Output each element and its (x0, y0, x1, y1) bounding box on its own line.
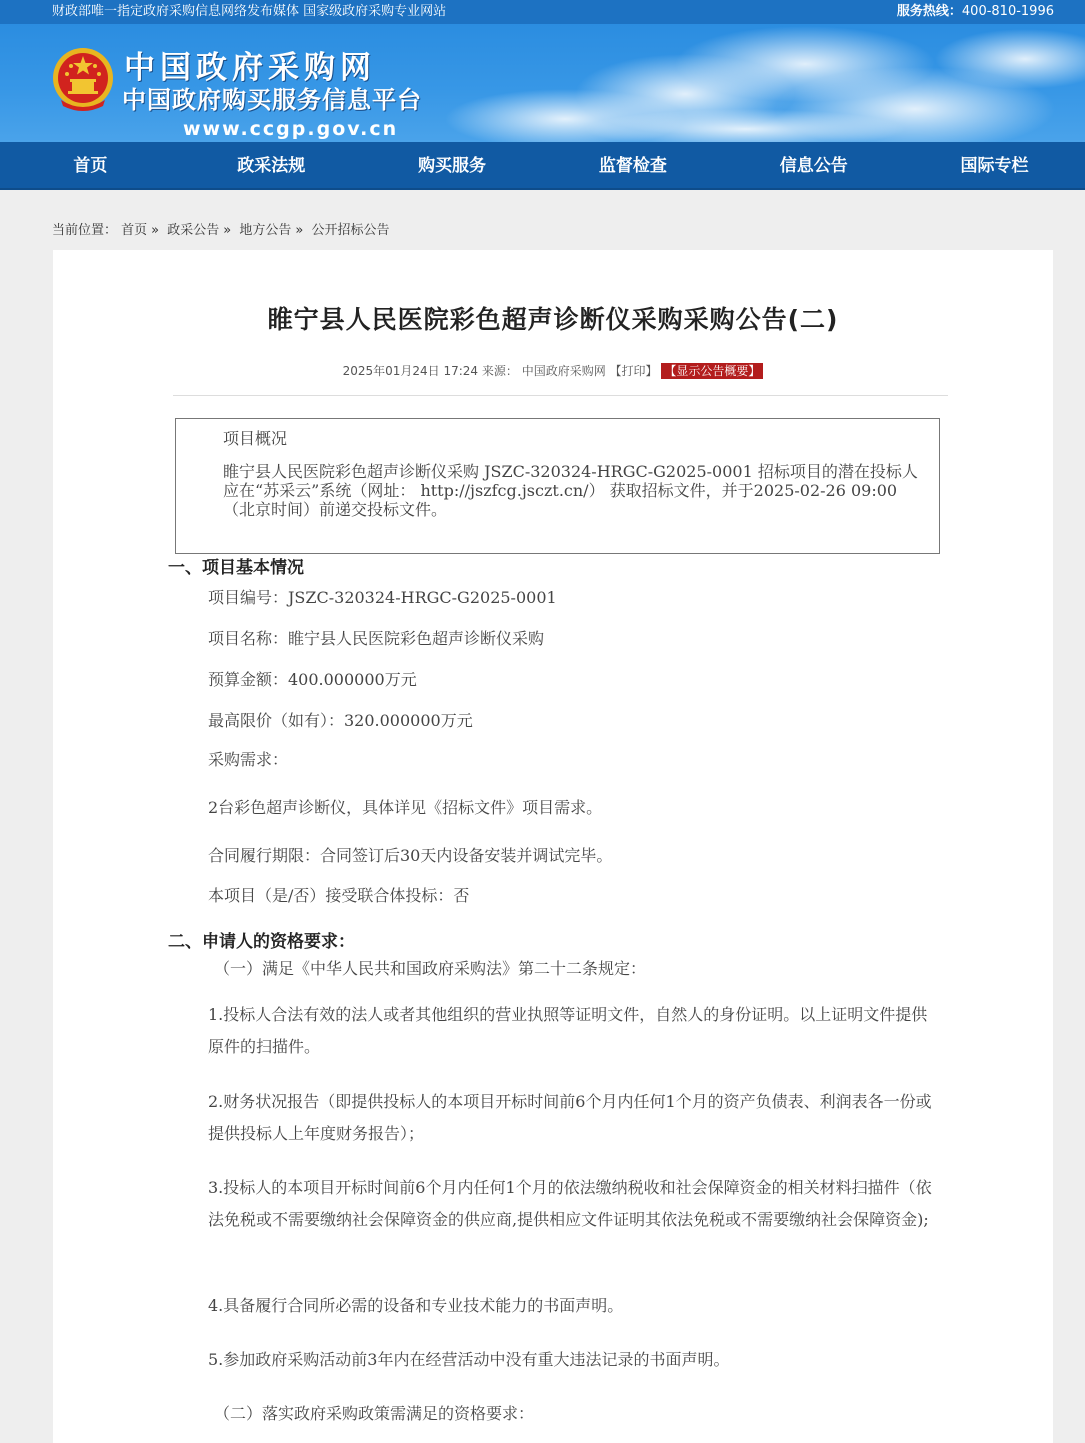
demand-text: 2台彩色超声诊断仪，具体详见《招标文件》项目需求。 (208, 798, 603, 817)
project-overview-box (175, 418, 940, 554)
breadcrumb-local[interactable]: 地方公告 (239, 223, 292, 238)
budget-amount: 预算金额：400.000000万元 (208, 670, 417, 689)
print-link[interactable]: 【打印】 (609, 364, 658, 378)
requirement-item: 4.具备履行合同所必需的设备和专业技术能力的书面声明。 (208, 1296, 624, 1315)
section-title: 一、项目基本情况 (168, 558, 304, 578)
nav-item-home[interactable]: 首页 (73, 156, 108, 176)
max-price: 最高限价（如有）：320.000000万元 (208, 711, 473, 730)
breadcrumb-sep: » (223, 223, 232, 238)
requirement-item: 3.投标人的本项目开标时间前6个月内任何1个月的依法缴纳税收和社会保障资金的相关材料扫描件（依法免税或不需要缴纳社会保障资金的供应商,提供相应文件证明其依法免税或不需要缴纳社会保障资金); (208, 1178, 932, 1229)
breadcrumb (0, 190, 1085, 248)
breadcrumb-home[interactable]: 首页 (121, 223, 148, 238)
national-emblem-icon (51, 46, 115, 112)
article-meta (53, 362, 1053, 379)
requirement-item: 5.参加政府采购活动前3年内在经营活动中没有重大违法记录的书面声明。 (208, 1350, 730, 1369)
breadcrumb-announcements[interactable]: 政采公告 (167, 223, 220, 238)
site-logo-url: www.ccgp.gov.cn (183, 118, 399, 140)
show-summary-button[interactable]: 【显示公告概要】 (661, 363, 763, 379)
hotline (897, 0, 1054, 24)
divider (173, 395, 948, 396)
site-logo-title[interactable]: 中国政府采购网 (124, 50, 376, 86)
breadcrumb-sep: » (151, 223, 160, 238)
project-name: 项目名称：睢宁县人民医院彩色超声诊断仪采购 (208, 629, 545, 648)
nav-item-international[interactable]: 国际专栏 (960, 156, 1029, 176)
overview-heading: 项目概况 (223, 429, 288, 448)
page-title: 睢宁县人民医院彩色超声诊断仪采购采购公告(二) (267, 305, 839, 334)
demand-label: 采购需求： (208, 750, 289, 769)
hotline-label: 服务热线： (896, 4, 962, 19)
contract-period: 合同履行期限：合同签订后30天内设备安装并调试完毕。 (208, 846, 613, 865)
top-info-text: 财政部唯一指定政府采购信息网络发布媒体 国家级政府采购专业网站 (52, 4, 447, 19)
requirement-item: 1.投标人合法有效的法人或者其他组织的营业执照等证明文件，自然人的身份证明。以上证明文件提供原件的扫描件。 (208, 1005, 928, 1056)
main-nav (0, 142, 1085, 190)
nav-item-supervision[interactable]: 监督检查 (598, 156, 667, 176)
breadcrumb-open-tender[interactable]: 公开招标公告 (311, 223, 390, 238)
nav-item-regulations[interactable]: 政采法规 (237, 156, 306, 176)
article-panel (53, 250, 1053, 1443)
project-number: 项目编号：JSZC-320324-HRGC-G2025-0001 (208, 588, 557, 607)
consortium-bid: 本项目（是/否）接受联合体投标：否 (208, 886, 470, 905)
requirement-intro: （一）满足《中华人民共和国政府采购法》第二十二条规定： (214, 959, 647, 978)
overview-text: 睢宁县人民医院彩色超声诊断仪采购 JSZC-320324-HRGC-G2025-0001 招标项目的潜在投标人应在“苏采云”系统（网址： http://jszfcg.jsczt.cn/） 获取招标文件，并于2025-02-26 09:00 （北京时间）前递交投标文件。 (223, 462, 918, 519)
section-title: 二、申请人的资格要求： (168, 932, 355, 952)
site-logo-subtitle: 中国政府购买服务信息平台 (122, 86, 422, 114)
breadcrumb-label: 当前位置： (52, 223, 118, 238)
hotline-number: 400-810-1996 (961, 4, 1054, 19)
article-date: 2025年01月24日 17:24 来源： (342, 364, 518, 378)
header-banner (0, 24, 1085, 142)
policy-requirement-heading: （二）落实政府采购政策需满足的资格要求： (214, 1404, 535, 1423)
nav-item-purchase-service[interactable]: 购买服务 (418, 156, 487, 176)
breadcrumb-sep: » (295, 223, 304, 238)
nav-item-announcements[interactable]: 信息公告 (779, 156, 848, 176)
article-source: 中国政府采购网 (521, 364, 606, 378)
cloud-background (445, 24, 1085, 142)
top-info-bar (0, 0, 1085, 24)
requirement-item: 2.财务状况报告（即提供投标人的本项目开标时间前6个月内任何1个月的资产负债表、利润表各一份或提供投标人上年度财务报告）； (208, 1092, 932, 1143)
